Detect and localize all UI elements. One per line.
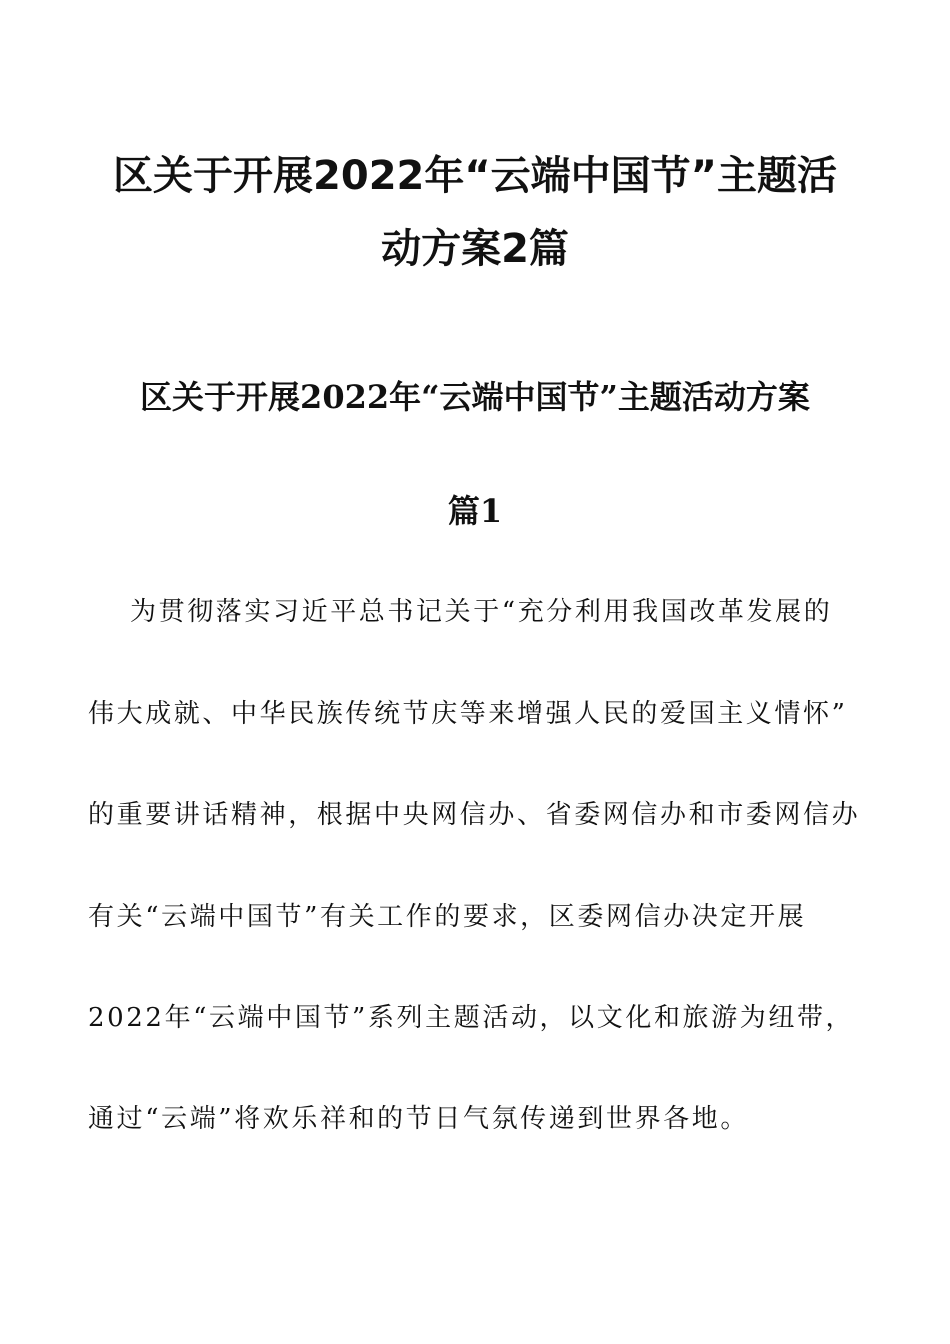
- section-heading-line-2: 篇1: [447, 492, 503, 530]
- body-paragraph-line-5: 2022年“云端中国节”系列主题活动，以文化和旅游为纽带，: [88, 1003, 855, 1033]
- document-title-line-2: 动方案2篇: [381, 226, 569, 272]
- body-paragraph-line-4: 有关“云端中国节”有关工作的要求，区委网信办决定开展: [88, 902, 807, 932]
- section-heading-line-1: 区关于开展2022年“云端中国节”主题活动方案: [140, 378, 810, 416]
- body-paragraph-line-1: 为贯彻落实习近平总书记关于“充分利用我国改革发展的: [130, 597, 833, 627]
- body-paragraph-line-2: 伟大成就、中华民族传统节庆等来增强人民的爱国主义情怀”: [88, 699, 848, 729]
- body-paragraph-line-6: 通过“云端”将欢乐祥和的节日气氛传递到世界各地。: [88, 1104, 749, 1134]
- document-title-line-1: 区关于开展2022年“云端中国节”主题活: [113, 153, 837, 199]
- body-paragraph-line-3: 的重要讲话精神，根据中央网信办、省委网信办和市委网信办: [88, 800, 861, 830]
